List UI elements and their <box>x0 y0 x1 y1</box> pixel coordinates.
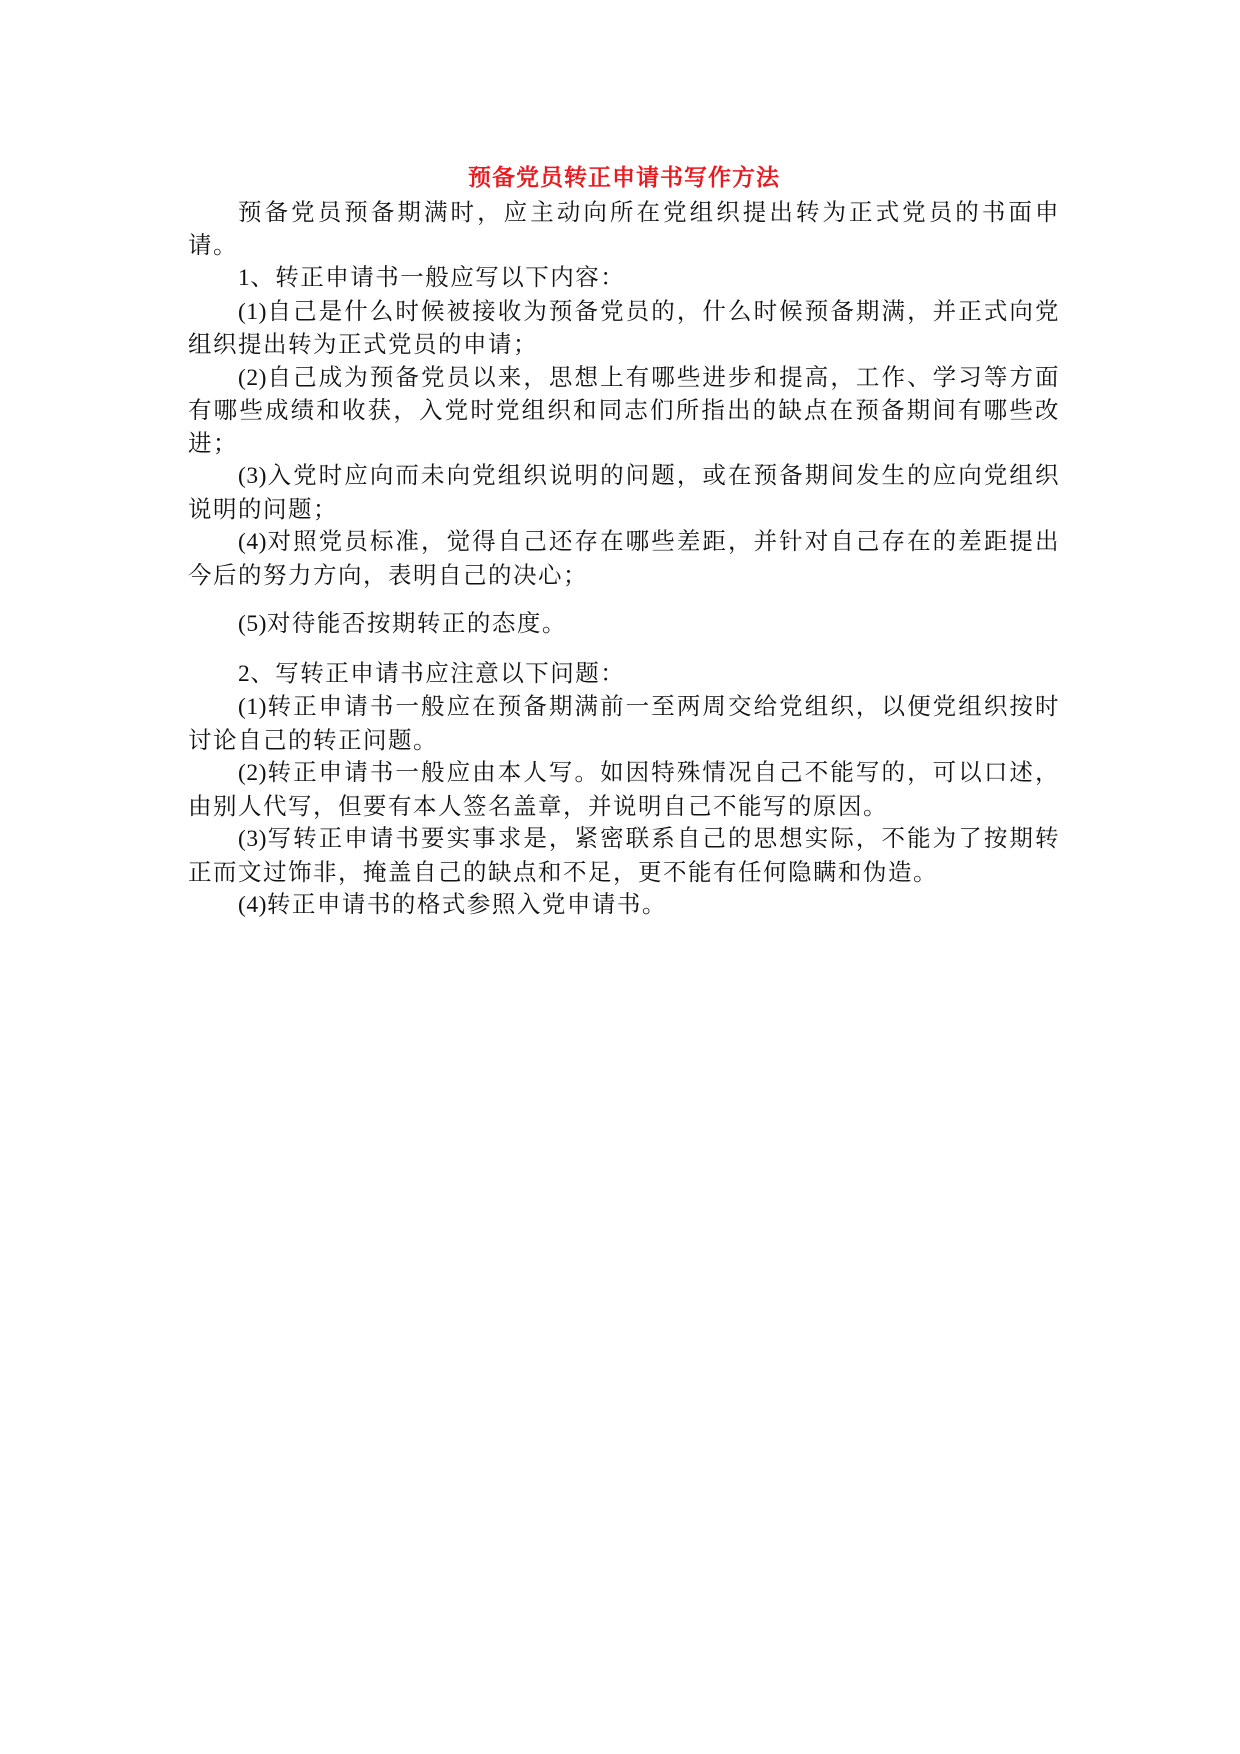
item-marker: (3) <box>238 826 267 852</box>
section-2-heading <box>188 657 1060 691</box>
item-text: 转正申请书的格式参照入党申请书。 <box>266 890 667 918</box>
section-1-item-3 <box>188 459 1060 525</box>
item-text: 转正申请书一般应由本人写。如因特殊情况自己不能写的，可以口述，由别人代写，但要有本人签名盖章，并说明自己不能写的原因。 <box>188 758 1060 820</box>
item-marker: (2) <box>238 364 267 391</box>
section-1-item-1 <box>188 295 1060 361</box>
item-marker: (2) <box>238 760 267 786</box>
section-2-item-4 <box>188 888 1060 922</box>
item-text: 对待能否按期转正的态度。 <box>266 609 567 637</box>
item-text: 自己成为预备党员以来，思想上有哪些进步和提高，工作、学习等方面有哪些成绩和收获，入党时党组织和同志们所指出的缺点在预备期间有哪些改进； <box>188 362 1060 457</box>
item-marker: (5) <box>238 611 267 637</box>
section-1-item-5 <box>188 607 1060 641</box>
item-marker: (3) <box>238 463 267 489</box>
section-1-heading-text: 、转正申请书一般应写以下内容： <box>250 263 626 291</box>
item-marker: (1) <box>238 298 267 325</box>
section-2-item-1 <box>188 690 1060 756</box>
item-text: 入党时应向而未向党组织说明的问题，或在预备期间发生的应向党组织说明的问题； <box>188 461 1060 523</box>
item-marker: (4) <box>238 529 267 555</box>
item-text: 写转正申请书要实事求是，紧密联系自己的思想实际，不能为了按期转正而文过饰非，掩盖自己的缺点和不足，更不能有任何隐瞒和伪造。 <box>188 824 1060 886</box>
section-1-item-4 <box>188 525 1060 591</box>
document-title: 预备党员转正申请书写作方法 <box>468 164 780 191</box>
intro-paragraph: 预备党员预备期满时，应主动向所在党组织提出转为正式党员的书面申请。 <box>188 198 1060 259</box>
item-text: 对照党员标准，觉得自己还存在哪些差距，并针对自己存在的差距提出今后的努力方向，表明自己的决心； <box>188 527 1060 589</box>
document-body <box>188 160 1060 922</box>
item-marker: (1) <box>238 694 267 720</box>
section-2-heading-text: 、写转正申请书应注意以下问题： <box>250 658 626 687</box>
item-text: 转正申请书一般应在预备期满前一至两周交给党组织，以便党组织按时讨论自己的转正问题。 <box>188 692 1060 754</box>
item-text: 自己是什么时候被接收为预备党员的，什么时候预备期满，并正式向党组织提出转为正式党员的申请； <box>188 296 1060 358</box>
item-marker: (4) <box>238 892 267 918</box>
section-1-heading <box>188 261 1060 295</box>
section-2-number: 2 <box>238 660 251 687</box>
section-2-item-2 <box>188 756 1060 822</box>
section-1-item-2 <box>188 361 1060 460</box>
section-1-number: 1 <box>238 265 251 291</box>
section-2-item-3 <box>188 822 1060 888</box>
